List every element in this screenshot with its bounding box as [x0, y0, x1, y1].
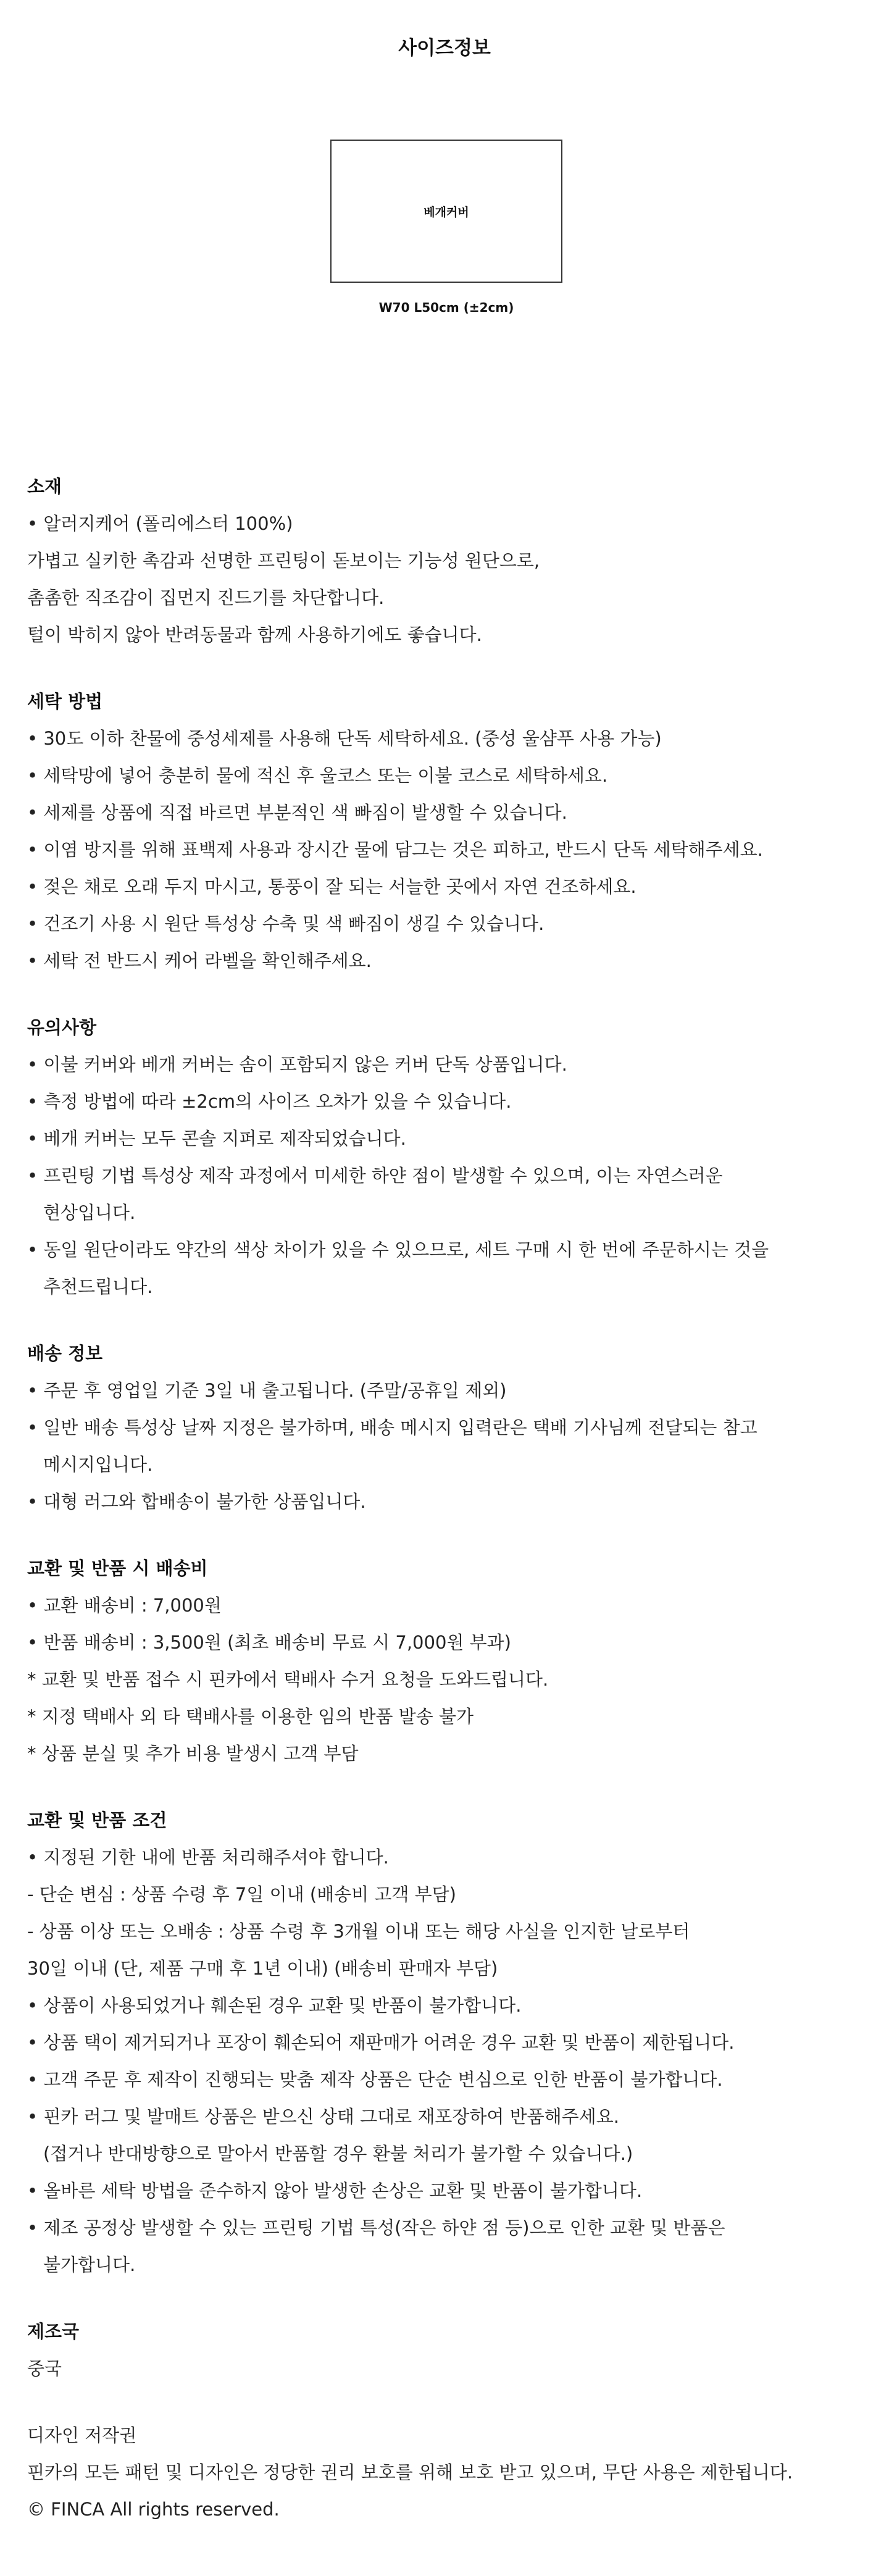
washing-line: • 젖은 채로 오래 두지 마시고, 통풍이 잘 되는 서늘한 곳에서 자연 건조하세요.	[27, 876, 636, 897]
return-condition-line: • 상품이 사용되었거나 훼손된 경우 교환 및 반품이 불가합니다.	[27, 1995, 522, 2016]
return-condition-line: • 올바른 세탁 방법을 준수하지 않아 발생한 손상은 교환 및 반품이 불가합니다.	[27, 2180, 643, 2201]
caution-section	[27, 1009, 867, 1305]
copyright-notice: © FINCA All rights reserved.	[27, 2499, 280, 2520]
section-title: 배송 정보	[27, 1343, 103, 1364]
design-copyright-line: 핀카의 모든 패턴 및 디자인은 정당한 권리 보호를 위해 보호 받고 있으며, 무단 사용은 제한됩니다.	[27, 2462, 793, 2483]
caution-line: • 이불 커버와 베개 커버는 솜이 포함되지 않은 커버 단독 상품입니다.	[27, 1054, 567, 1075]
return-fee-line: • 교환 배송비 : 7,000원	[27, 1595, 222, 1616]
section-title: 교환 및 반품 시 배송비	[27, 1558, 208, 1579]
caution-line: 추천드립니다.	[43, 1276, 153, 1297]
return-fee-line: • 반품 배송비 : 3,500원 (최초 배송비 무료 시 7,000원 부과)	[27, 1632, 511, 1653]
return-fee-line: * 교환 및 반품 접수 시 핀카에서 택배사 수거 요청을 도와드립니다.	[27, 1669, 549, 1690]
section-title: 소재	[27, 476, 62, 497]
caution-line: 현상입니다.	[43, 1202, 136, 1223]
return-condition-line: (접거나 반대방향으로 말아서 반품할 경우 환불 처리가 불가할 수 있습니다.)	[43, 2143, 633, 2164]
size-info-title: 사이즈정보	[398, 37, 491, 59]
caution-line: • 베개 커버는 모두 콘솔 지퍼로 제작되었습니다.	[27, 1128, 406, 1149]
washing-line: • 세탁 전 반드시 케어 라벨을 확인해주세요.	[27, 950, 372, 971]
return-conditions-section	[27, 1802, 867, 2283]
return-condition-line: • 지정된 기한 내에 반품 처리해주셔야 합니다.	[27, 1847, 389, 1868]
return-condition-line: 30일 이내 (단, 제품 구매 후 1년 이내) (배송비 판매자 부담)	[27, 1958, 498, 1979]
return-fee-line: * 상품 분실 및 추가 비용 발생시 고객 부담	[27, 1743, 359, 1764]
return-condition-line: - 상품 이상 또는 오배송 : 상품 수령 후 3개월 이내 또는 해당 사실을 인지한 날로부터	[27, 1921, 690, 1942]
caution-line: • 측정 방법에 따라 ±2cm의 사이즈 오차가 있을 수 있습니다.	[27, 1091, 512, 1112]
return-condition-line: - 단순 변심 : 상품 수령 후 7일 이내 (배송비 고객 부담)	[27, 1884, 456, 1905]
caution-line: • 프린팅 기법 특성상 제작 과정에서 미세한 하얀 점이 발생할 수 있으며, 이는 자연스러운	[27, 1165, 723, 1186]
return-condition-line: • 제조 공정상 발생할 수 있는 프린팅 기법 특성(작은 하얀 점 등)으로 인한 교환 및 반품은	[27, 2217, 725, 2238]
washing-line: • 30도 이하 찬물에 중성세제를 사용해 단독 세탁하세요. (중성 울샴푸 사용 가능)	[27, 728, 662, 749]
shipping-section	[27, 1335, 867, 1520]
shipping-line: • 대형 러그와 합배송이 불가한 상품입니다.	[27, 1491, 366, 1512]
return-condition-line: • 핀카 러그 및 발매트 상품은 받으신 상태 그대로 재포장하여 반품해주세요.	[27, 2106, 619, 2127]
product-info-content	[27, 468, 867, 2557]
washing-section	[27, 683, 867, 979]
material-line: 가볍고 실키한 촉감과 선명한 프린팅이 돋보이는 기능성 원단으로,	[27, 550, 540, 571]
return-condition-line: • 상품 택이 제거되거나 포장이 훼손되어 재판매가 어려운 경우 교환 및 반품이 제한됩니다.	[27, 2032, 735, 2053]
size-dimension-text: W70 L50cm (±2cm)	[378, 300, 514, 315]
return-fee-line: * 지정 택배사 외 타 택배사를 이용한 임의 반품 발송 불가	[27, 1706, 474, 1727]
return-condition-line: 불가합니다.	[43, 2254, 136, 2275]
design-copyright-section	[27, 2417, 867, 2528]
origin-country: 중국	[27, 2358, 62, 2379]
pillow-cover-diagram	[330, 140, 562, 283]
material-section	[27, 468, 867, 653]
section-title: 유의사항	[27, 1017, 97, 1038]
return-condition-line: • 고객 주문 후 제작이 진행되는 맞춤 제작 상품은 단순 변심으로 인한 반품이 불가합니다.	[27, 2069, 723, 2090]
pillow-cover-label: 베개커버	[424, 205, 469, 219]
origin-section	[27, 2313, 867, 2387]
shipping-line: • 주문 후 영업일 기준 3일 내 출고됩니다. (주말/공휴일 제외)	[27, 1380, 507, 1401]
material-line: • 알러지케어 (폴리에스터 100%)	[27, 513, 293, 534]
material-line: 촘촘한 직조감이 집먼지 진드기를 차단합니다.	[27, 587, 385, 608]
section-title: 제조국	[27, 2321, 80, 2342]
shipping-line: 메시지입니다.	[43, 1454, 153, 1475]
shipping-line: • 일반 배송 특성상 날짜 지정은 불가하며, 배송 메시지 입력란은 택배 기사님께 전달되는 참고	[27, 1417, 758, 1438]
washing-line: • 세탁망에 넣어 충분히 물에 적신 후 울코스 또는 이불 코스로 세탁하세요.	[27, 765, 608, 786]
material-line: 털이 박히지 않아 반려동물과 함께 사용하기에도 좋습니다.	[27, 624, 482, 645]
return-fee-section	[27, 1550, 867, 1772]
washing-line: • 이염 방지를 위해 표백제 사용과 장시간 물에 담그는 것은 피하고, 반드시 단독 세탁해주세요.	[27, 839, 763, 860]
section-title: 교환 및 반품 조건	[27, 1810, 167, 1831]
washing-line: • 건조기 사용 시 원단 특성상 수축 및 색 빠짐이 생길 수 있습니다.	[27, 913, 545, 934]
section-title: 세탁 방법	[27, 691, 103, 712]
caution-line: • 동일 원단이라도 약간의 색상 차이가 있을 수 있으므로, 세트 구매 시 한 번에 주문하시는 것을	[27, 1239, 769, 1260]
design-copyright-title: 디자인 저작권	[27, 2425, 137, 2446]
washing-line: • 세제를 상품에 직접 바르면 부분적인 색 빠짐이 발생할 수 있습니다.	[27, 802, 567, 823]
